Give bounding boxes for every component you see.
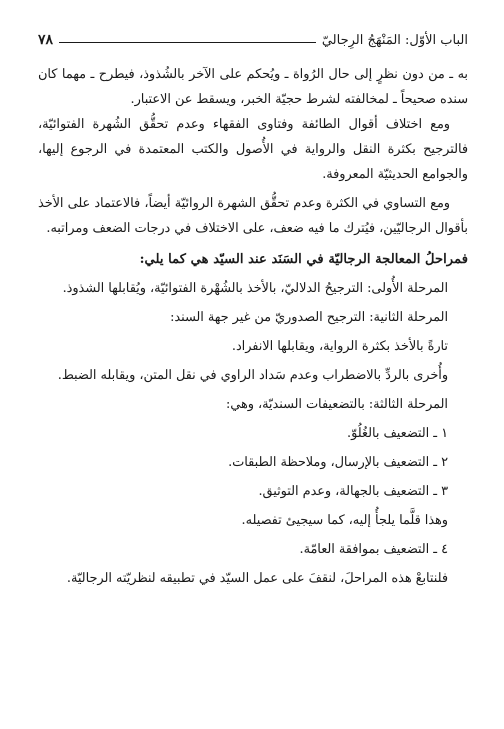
stage-subitem: تارةً بالأخذ بكثرة الرواية، ويقابلها الانفراد. [231,339,448,354]
running-header [38,28,468,52]
paragraph: ومع التساوي في الكثرة وعدم تحقُّق الشهرة الروائيّة أيضاً، فالاعتماد على الأخذ بأقوال الرجاليّين، فيُترك ما فيه ضعف، على الاختلاف في درجات الضعف ومراتبه. [38,196,468,236]
closing-line: فلنتابعْ هذه المراحلَ، لنقفَ على عمل السيّد في تطبيقه لنظريّته الرجاليّة. [66,571,448,586]
paragraph: به ـ من دون نظرٍ إلى حال الرُواة ـ ويُحكم على الآخر بالشُذوذ، فيطرح ـ مهما كان سنده صحيحاً ـ لمخالفته لشرط حجيّة الخبر، ويسقط عن الاعتبار. [38,67,468,107]
weakness-item: ٣ ـ التضعيف بالجهالة، وعدم التوثيق. [258,484,448,499]
stage-item: المرحلة الثانية: الترجيح الصدوريّ من غير جهة السند: [170,310,448,325]
weakness-note: وهذا قلَّما يلجأُ إليه، كما سيجيئ تفصيله. [241,513,448,528]
weakness-item: ٤ ـ التضعيف بموافقة العامّة. [299,542,448,557]
weakness-item: ١ ـ التضعيف بالغُلُوّ. [347,426,448,441]
stage-item: المرحلة الأُولى: الترجيحُ الدلاليّ، بالأخذ بالشُهْرة الفتوائيّة، ويُقابلها الشذوذ. [62,281,448,296]
chapter-title: الباب الأوّل: المَنْهَجُ الرِجاليّ [321,32,468,48]
weakness-item: ٢ ـ التضعيف بالإرسال، وملاحظة الطبقات. [228,455,448,470]
body-text [38,62,468,591]
stage-item: المرحلة الثالثة: بالتضعيفات السنديّة، وهي: [225,397,448,412]
section-heading: فمراحلُ المعالجة الرجاليّة في السَنَد عند السيّد هي كما يلي: [139,252,468,267]
stage-subitem: وأُخرى بالردِّ بالاضطراب وعدم سَداد الراوي في نقل المتن، ويقابله الضبط. [57,368,448,383]
book-page [38,28,468,718]
header-rule [59,42,316,43]
paragraph: ومع اختلاف أقوال الطائفة وفتاوى الفقهاء وعدم تحقُّق الشُهرة الفتوائيّة، فالترجيح بكثرة النقل والرواية في الأُصول والكتب المعتمدة في الرجوع إليها، والجوامع الحديثيّة المعروفة. [38,117,468,182]
page-number: ٧٨ [38,32,54,48]
